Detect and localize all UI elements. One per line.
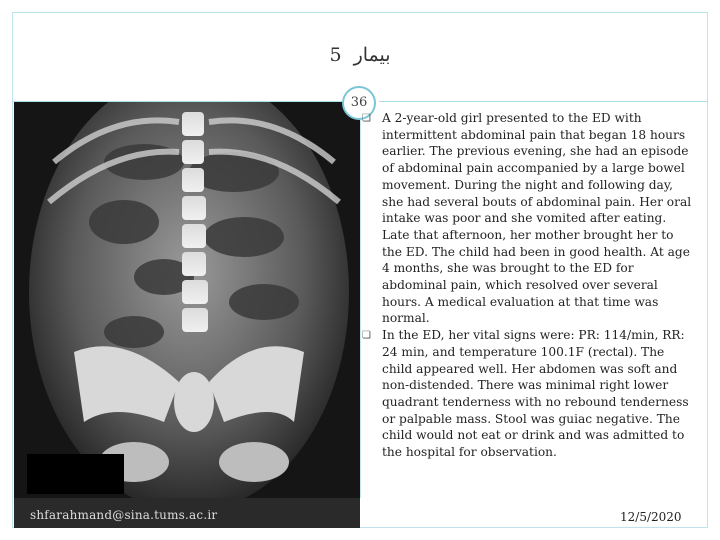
footer-date: 12/5/2020 bbox=[620, 510, 682, 524]
slide-title-text: بیمار bbox=[353, 44, 391, 66]
divider-right bbox=[379, 101, 708, 102]
paragraph-1-text: A 2-year-old girl presented to the ED with intermittent abdominal pain that began 18 hours earlier. The previous evening, she had an episode of abdominal pain accompanied by a large bowel movement. During the night and following day, she had several bouts of abdominal pain. Her oral intake was poor and she vomited after eating. Late that afternoon, her mother brought her to the ED. The child had been in good health. At age 4 months, she was brought to the ED for abdominal pain, which resolved over several hours. A medical evaluation at that time was normal. bbox=[382, 111, 692, 326]
abdominal-xray-image bbox=[14, 102, 361, 498]
bullet-icon: ❏ bbox=[362, 113, 371, 124]
slide-number-badge: 36 bbox=[342, 86, 376, 120]
bullet-icon: ❏ bbox=[362, 330, 371, 342]
case-text bbox=[360, 110, 694, 498]
paragraph-2 bbox=[360, 327, 694, 461]
paragraph-2-text: In the ED, her vital signs were: PR: 114/min, RR: 24 min, and temperature 100.1F (rectal). The child appeared well. Her abdomen was soft and non-distended. There was minimal right lower quadrant tenderness with no rebound tenderness or palpable mass. Stool was guiac negative. The child would not eat or drink and was admitted to the hospital for observation. bbox=[382, 328, 689, 460]
paragraph-1 bbox=[360, 110, 694, 327]
slide-title bbox=[0, 44, 720, 66]
xray-label-box bbox=[27, 454, 124, 494]
slide-title-number: 5 bbox=[329, 44, 342, 66]
footer-email: shfarahmand@sina.tums.ac.ir bbox=[30, 508, 218, 522]
